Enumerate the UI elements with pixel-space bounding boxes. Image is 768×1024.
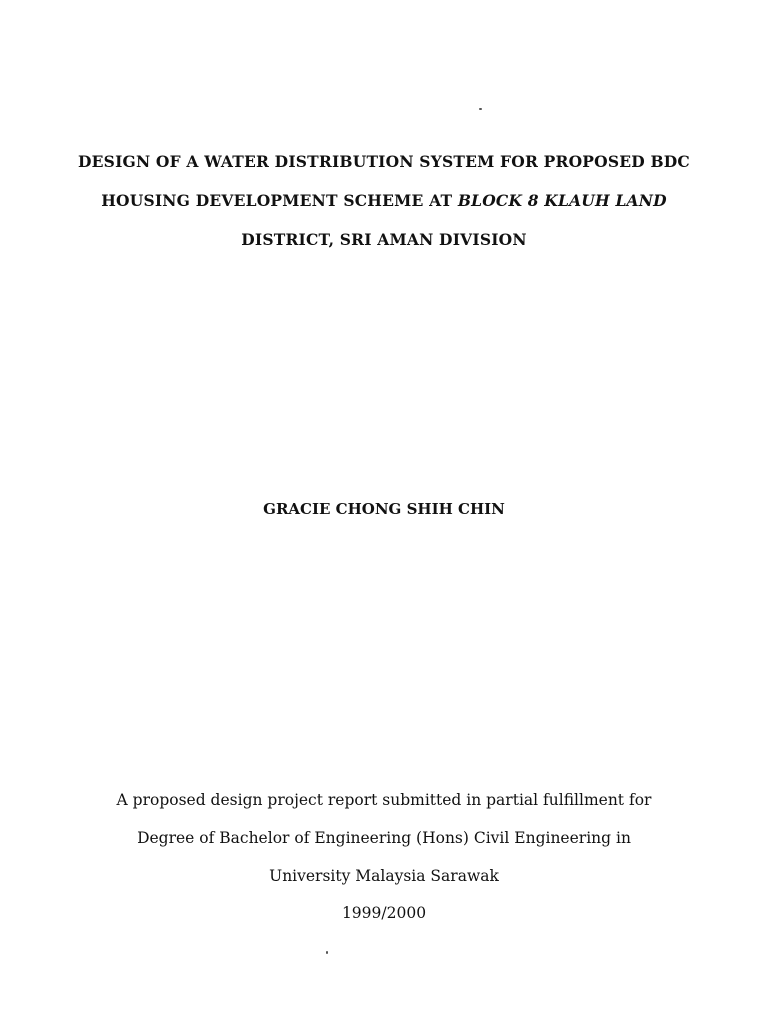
scan-speck xyxy=(326,951,328,954)
title-line-1: DESIGN OF A WATER DISTRIBUTION SYSTEM FOR PROPOSED BDC xyxy=(78,152,690,171)
statement-line-2: Degree of Bachelor of Engineering (Hons) Civil Engineering in xyxy=(137,829,631,847)
title-line-3: DISTRICT, SRI AMAN DIVISION xyxy=(241,230,527,249)
statement-line-3: University Malaysia Sarawak xyxy=(269,867,499,885)
author-name: GRACIE CHONG SHIH CHIN xyxy=(263,500,505,518)
scan-speck xyxy=(479,108,482,110)
title-line-2-italic: BLOCK 8 KLAUH LAND xyxy=(457,191,667,210)
title-line-2 xyxy=(0,191,768,210)
statement-line-4: 1999/2000 xyxy=(341,904,427,922)
title-line-2-plain: HOUSING DEVELOPMENT SCHEME AT xyxy=(101,191,458,210)
statement-line-1: A proposed design project report submitted in partial fulfillment for xyxy=(116,791,652,809)
